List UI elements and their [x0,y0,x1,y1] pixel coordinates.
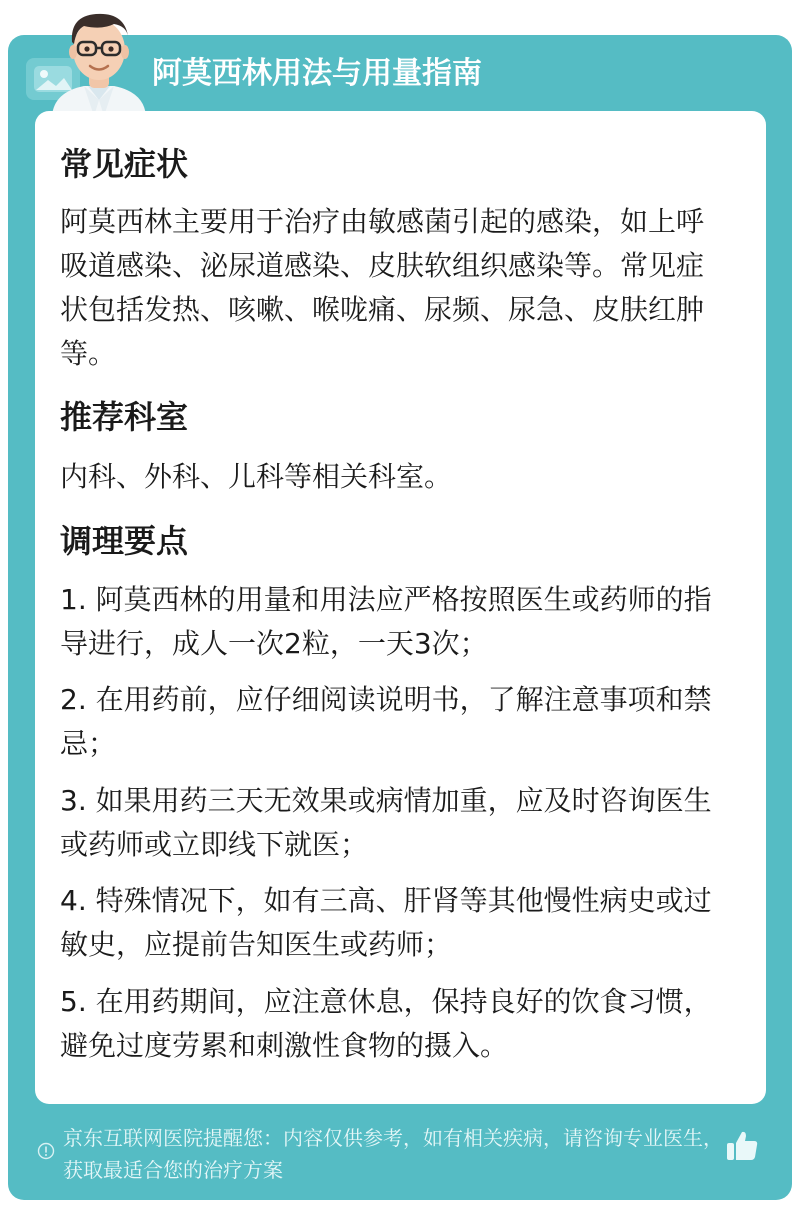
info-icon [37,1142,55,1160]
care-item: 3. 如果用药三天无效果或病情加重，应及时咨询医生或药师或立即线下就医； [60,784,712,861]
care-item: 1. 阿莫西林的用量和用法应严格按照医生或药师的指导进行，成人一次2粒，一天3次； [60,583,712,660]
department-text: 内科、外科、儿科等相关科室。 [60,460,453,493]
section-title-care: 调理要点 [60,522,189,560]
care-item: 5. 在用药期间，应注意休息，保持良好的饮食习惯，避免过度劳累和刺激性食物的摄入。 [60,985,712,1062]
thumbs-up-icon[interactable] [724,1128,760,1164]
doctor-avatar [44,4,154,116]
disclaimer-text: 京东互联网医院提醒您：内容仅供参考，如有相关疾病，请咨询专业医生，获取最适合您的治疗方案 [63,1126,723,1182]
page-title: 阿莫西林用法与用量指南 [152,56,482,91]
section-title-symptoms: 常见症状 [60,145,189,183]
section-title-department: 推荐科室 [60,398,189,436]
care-item: 2. 在用药前，应仔细阅读说明书，了解注意事项和禁忌； [60,683,712,760]
care-item: 4. 特殊情况下，如有三高、肝肾等其他慢性病史或过敏史，应提前告知医生或药师； [60,884,712,961]
symptoms-text: 阿莫西林主要用于治疗由敏感菌引起的感染，如上呼吸道感染、泌尿道感染、皮肤软组织感染等。常见症状包括发热、咳嗽、喉咙痛、尿频、尿急、皮肤红肿等。 [60,205,705,370]
